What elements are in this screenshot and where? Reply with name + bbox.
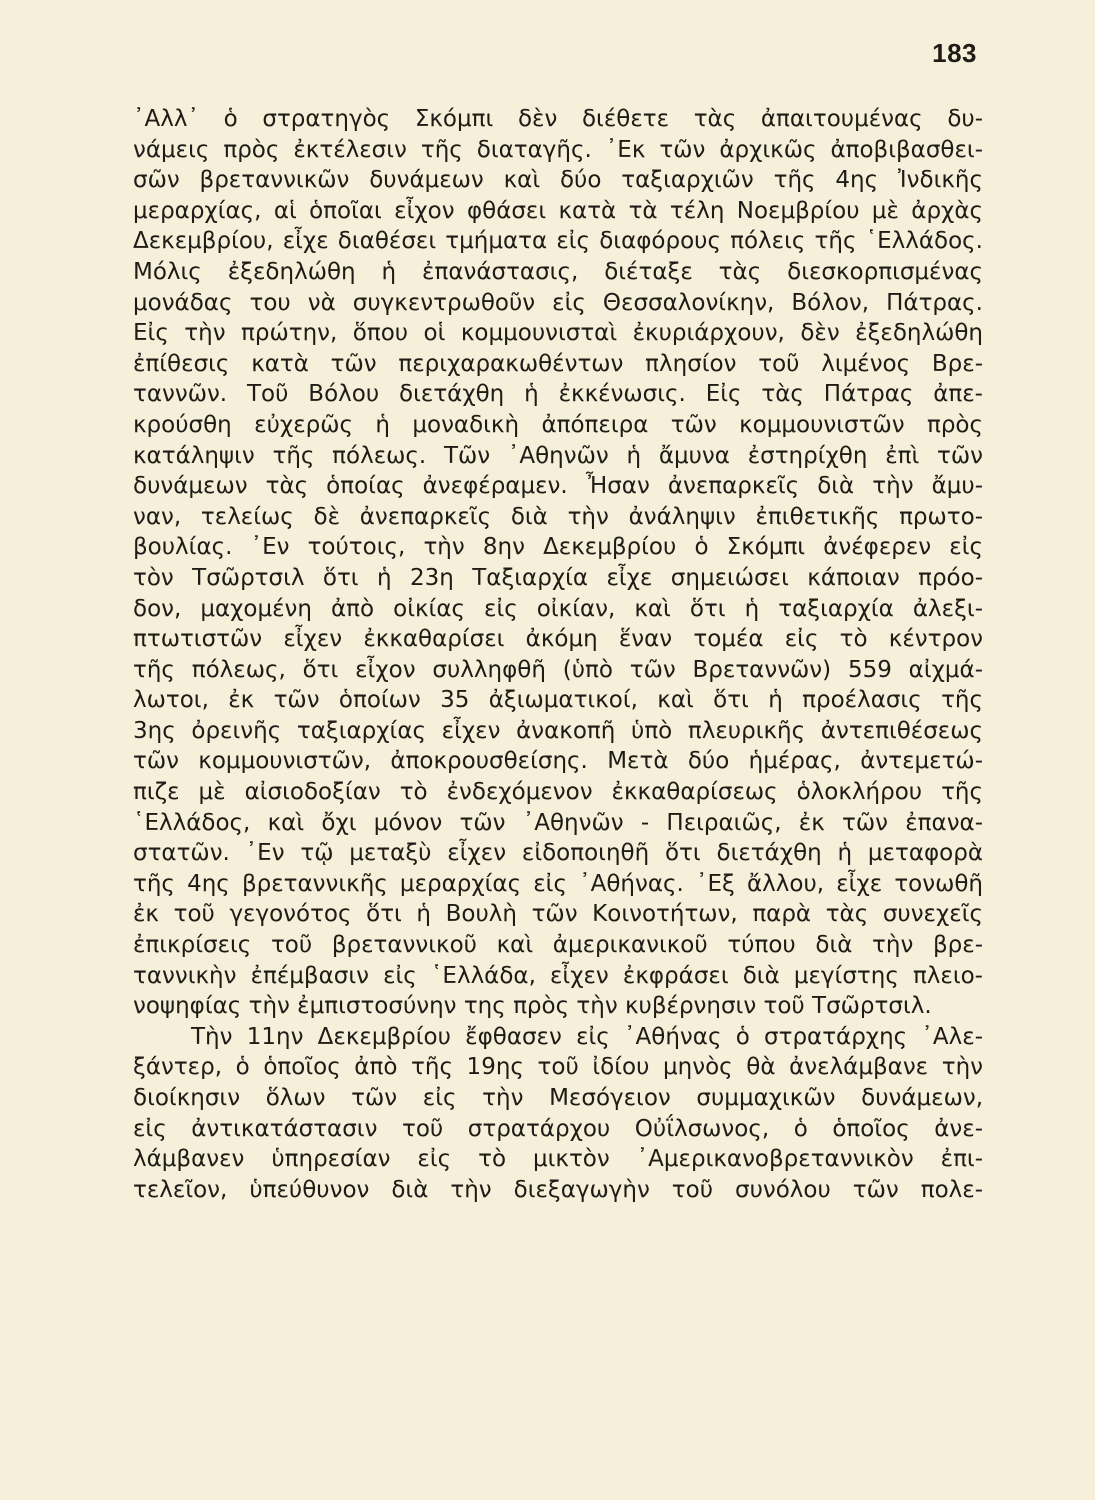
text-line: πιζε μὲ αἰσιοδοξίαν τὸ ἐνδεχόμενον ἐκκαθαρίσεως ὁλοκλήρου τῆς	[133, 779, 983, 806]
text-line: κρούσθη εὐχερῶς ἡ μοναδικὴ ἀπόπειρα τῶν κομμουνιστῶν πρὸς	[133, 411, 983, 438]
text-line: τῆς 4ης βρεταννικῆς μεραρχίας εἰς ᾿Αθήνας. ᾿Εξ ἄλλου, εἶχε τονωθῆ	[133, 870, 983, 897]
text-line: δυνάμεων τὰς ὁποίας ἀνεφέραμεν. Ἦσαν ἀνεπαρκεῖς διὰ τὴν ἄμυ-	[133, 473, 983, 500]
text-line: ταννικὴν ἐπέμβασιν εἰς ῾Ελλάδα, εἶχεν ἐκφράσει διὰ μεγίστης πλειο-	[133, 962, 983, 989]
text-line: διοίκησιν ὅλων τῶν εἰς τὴν Μεσόγειον συμμαχικῶν δυνάμεων,	[133, 1085, 983, 1111]
text-line: Τὴν 11ην Δεκεμβρίου ἔφθασεν εἰς ᾿Αθήνας ὁ στρατάρχης ᾿Αλε-	[191, 1023, 983, 1050]
text-line: Δεκεμβρίου, εἶχε διαθέσει τμήματα εἰς διαφόρους πόλεις τῆς ῾Ελλάδος.	[133, 228, 983, 255]
text-line: μεραρχίας, αἱ ὁποῖαι εἶχον φθάσει κατὰ τὰ τέλη Νοεμβρίου μὲ ἀρχὰς	[133, 197, 983, 224]
text-line: τελεῖον, ὑπεύθυνον διὰ τὴν διεξαγωγὴν τοῦ συνόλου τῶν πολε-	[133, 1176, 983, 1203]
text-line: δον, μαχομένη ἀπὸ οἰκίας εἰς οἰκίαν, καὶ ὅτι ἡ ταξιαρχία ἀλεξι-	[133, 595, 983, 622]
text-line: τὸν Τσῶρτσιλ ὅτι ἡ 23η Ταξιαρχία εἶχε σημειώσει κάποιαν πρόο-	[133, 564, 983, 591]
text-line: λάμβανεν ὑπηρεσίαν εἰς τὸ μικτὸν ᾿Αμερικανοβρεταννικὸν ἐπι-	[133, 1146, 983, 1173]
text-line: πτωτιστῶν εἶχεν ἐκκαθαρίσει ἀκόμη ἕναν τομέα εἰς τὸ κέντρον	[133, 626, 983, 653]
text-line: σῶν βρεταννικῶν δυνάμεων καὶ δύο ταξιαρχιῶν τῆς 4ης Ἰνδικῆς	[133, 167, 983, 194]
text-line: κατάληψιν τῆς πόλεως. Τῶν ᾿Αθηνῶν ἡ ἄμυνα ἐστηρίχθη ἐπὶ τῶν	[133, 442, 983, 469]
text-line: ξάντερ, ὁ ὁποῖος ἀπὸ τῆς 19ης τοῦ ἰδίου μηνὸς θὰ ἀνελάμβανε τὴν	[133, 1054, 983, 1081]
text-line: νοψηφίας τὴν ἐμπιστοσύνην της πρὸς τὴν κυβέρνησιν τοῦ Τσῶρτσιλ.	[133, 993, 932, 1020]
text-line: μονάδας του νὰ συγκεντρωθοῦν εἰς Θεσσαλονίκην, Βόλον, Πάτρας.	[133, 289, 983, 316]
text-line: νάμεις πρὸς ἐκτέλεσιν τῆς διαταγῆς. ᾿Εκ τῶν ἀρχικῶς ἀποβιβασθει-	[133, 136, 983, 163]
text-line: ᾿Αλλ᾿ ὁ στρατηγὸς Σκόμπι δὲν διέθετε τὰς ἀπαιτουμένας δυ-	[133, 106, 983, 132]
text-line: εἰς ἀντικατάστασιν τοῦ στρατάρχου Οὐΐλσωνος, ὁ ὁποῖος ἀνε-	[133, 1115, 983, 1142]
text-line: ἐπίθεσις κατὰ τῶν περιχαρακωθέντων πλησίον τοῦ λιμένος Βρε-	[133, 350, 983, 377]
paragraph	[133, 1022, 983, 1206]
text-line: βουλίας. ᾿Εν τούτοις, τὴν 8ην Δεκεμβρίου ὁ Σκόμπι ἀνέφερεν εἰς	[133, 534, 983, 561]
text-line: ναν, τελείως δὲ ἀνεπαρκεῖς διὰ τὴν ἀνάληψιν ἐπιθετικῆς πρωτο-	[133, 503, 983, 530]
text-line: 3ης ὀρεινῆς ταξιαρχίας εἶχεν ἀνακοπῆ ὑπὸ πλευρικῆς ἀντεπιθέσεως	[133, 717, 983, 744]
paragraph	[133, 104, 983, 1022]
body-text	[133, 104, 983, 1205]
page-number: 183	[932, 38, 977, 68]
text-line: ἐπικρίσεις τοῦ βρεταννικοῦ καὶ ἀμερικανικοῦ τύπου διὰ τὴν βρε-	[133, 932, 983, 959]
text-line: ῾Ελλάδος, καὶ ὄχι μόνον τῶν ᾿Αθηνῶν - Πειραιῶς, ἐκ τῶν ἐπανα-	[133, 809, 983, 836]
text-line: ἐκ τοῦ γεγονότος ὅτι ἡ Βουλὴ τῶν Κοινοτήτων, παρὰ τὰς συνεχεῖς	[133, 901, 983, 928]
text-line: τῶν κομμουνιστῶν, ἀποκρουσθείσης. Μετὰ δύο ἡμέρας, ἀντεμετώ-	[133, 748, 983, 775]
text-line: ταννῶν. Τοῦ Βόλου διετάχθη ἡ ἐκκένωσις. Εἰς τὰς Πάτρας ἀπε-	[133, 381, 983, 408]
text-line: στατῶν. ᾿Εν τῷ μεταξὺ εἶχεν εἰδοποιηθῆ ὅτι διετάχθη ἡ μεταφορὰ	[133, 840, 983, 867]
text-line: Μόλις ἐξεδηλώθη ἡ ἐπανάστασις, διέταξε τὰς διεσκορπισμένας	[133, 258, 983, 285]
text-line: τῆς πόλεως, ὅτι εἶχον συλληφθῆ (ὑπὸ τῶν Βρεταννῶν) 559 αἰχμά-	[133, 656, 983, 683]
text-line: λωτοι, ἐκ τῶν ὁποίων 35 ἀξιωματικοί, καὶ ὅτι ἡ προέλασις τῆς	[133, 687, 983, 714]
text-line: Εἰς τὴν πρώτην, ὅπου οἱ κομμουνισταὶ ἐκυριάρχουν, δὲν ἐξεδηλώθη	[133, 320, 983, 347]
